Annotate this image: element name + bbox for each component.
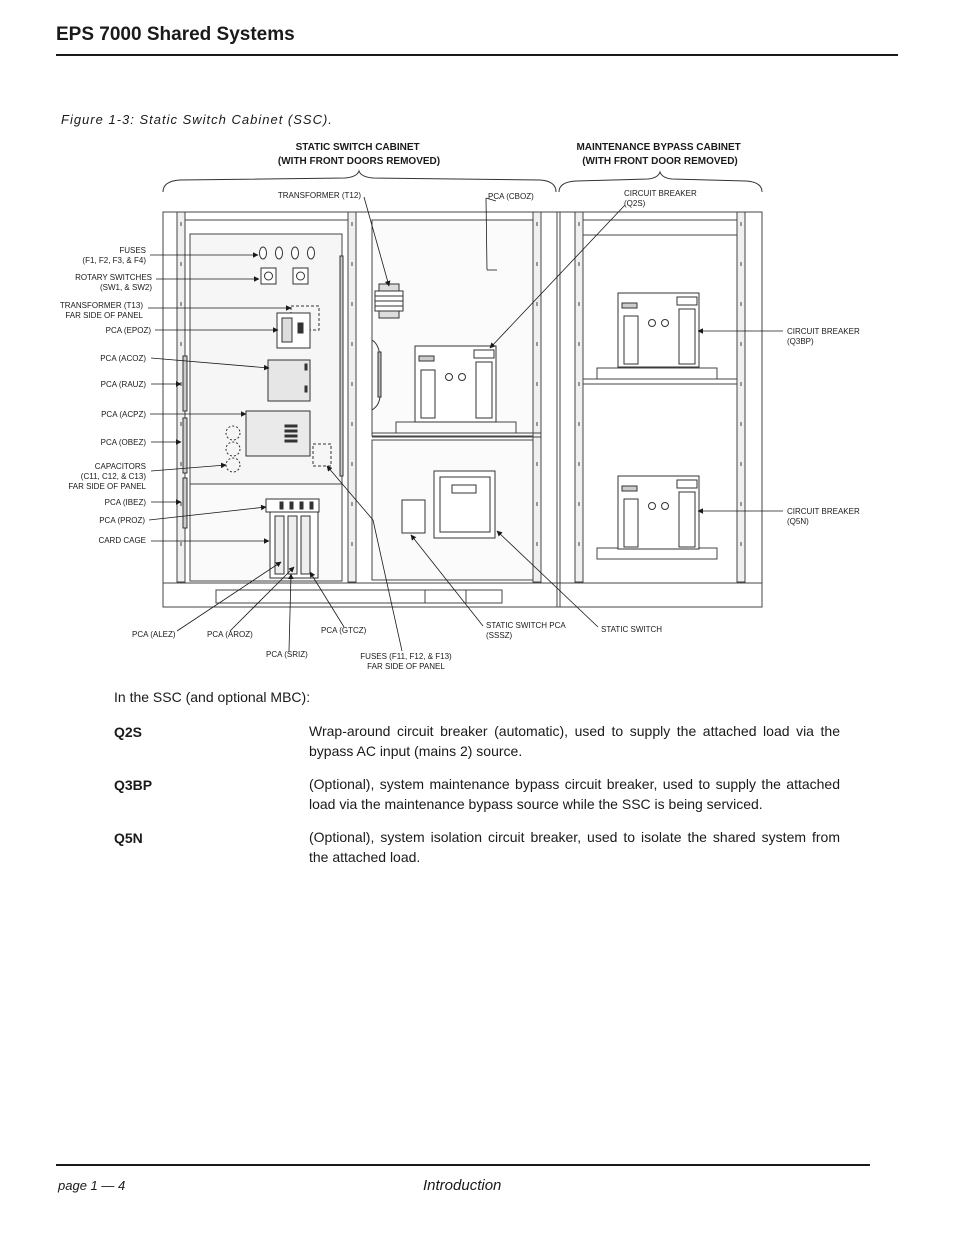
definition-q3bp: (Optional), system maintenance bypass circuit breaker, used to supply the attached load via the maintenance bypass source while the SSC is being serviced. xyxy=(309,776,840,812)
term-q5n: Q5N xyxy=(114,830,143,846)
section-name: Introduction xyxy=(423,1177,502,1194)
ssc-brace xyxy=(163,171,556,192)
label-pca-acoz: PCA (ACOZ) xyxy=(100,354,146,363)
label-pca-proz: PCA (PROZ) xyxy=(99,516,145,525)
label-pca-epoz: PCA (EPOZ) xyxy=(105,326,151,335)
label-pca-ibez: PCA (IBEZ) xyxy=(104,498,146,507)
label-pca-sriz: PCA (SRIZ) xyxy=(266,650,308,659)
definition-q2s: Wrap-around circuit breaker (automatic), used to supply the attached load via the bypass AC input (mains 2) source. xyxy=(309,723,840,759)
intro-text: In the SSC (and optional MBC): xyxy=(114,689,311,705)
label-circuit-breaker-q5n: CIRCUIT BREAKER (Q5N) xyxy=(787,507,860,526)
figure-caption: Figure 1-3: Static Switch Cabinet (SSC). xyxy=(61,112,333,127)
label-pca-acpz: PCA (ACPZ) xyxy=(101,410,146,419)
label-pca-alez: PCA (ALEZ) xyxy=(132,630,176,639)
label-transformer-t13: TRANSFORMER (T13) FAR SIDE OF PANEL xyxy=(59,301,143,320)
label-pca-gtcz: PCA (GTCZ) xyxy=(321,626,367,635)
label-pca-obez: PCA (OBEZ) xyxy=(100,438,146,447)
page-title: EPS 7000 Shared Systems xyxy=(56,24,295,45)
label-static-switch-pca: STATIC SWITCH PCA (SSSZ) xyxy=(486,621,566,640)
mbc-breakers xyxy=(618,293,699,549)
footer-rule xyxy=(56,1164,870,1166)
label-transformer-t12: TRANSFORMER (T12) xyxy=(277,191,361,200)
label-fuses: FUSES (F1, F2, F3, & F4) xyxy=(82,246,146,265)
ssc-heading: STATIC SWITCH CABINET (WITH FRONT DOORS REMOVED) xyxy=(277,142,441,167)
definition-q5n: (Optional), system isolation circuit breaker, used to isolate the shared system from the attached load. xyxy=(309,829,840,865)
label-circuit-breaker-q3bp: CIRCUIT BREAKER (Q3BP) xyxy=(787,327,860,346)
label-static-switch: STATIC SWITCH xyxy=(601,625,663,634)
label-fuses-f11: FUSES (F11, F12, & F13) FAR SIDE OF PANEL xyxy=(360,652,452,671)
label-pca-rauz: PCA (RAUZ) xyxy=(100,380,146,389)
page-number: page 1 — 4 xyxy=(58,1178,126,1193)
label-circuit-breaker-q2s: CIRCUIT BREAKER (Q2S) xyxy=(624,189,697,208)
term-q2s: Q2S xyxy=(114,724,143,740)
mbc-heading: MAINTENANCE BYPASS CABINET (WITH FRONT DOOR REMOVED) xyxy=(576,142,741,167)
label-card-cage: CARD CAGE xyxy=(98,536,146,545)
term-q3bp: Q3BP xyxy=(114,777,153,793)
label-rotary-switches: ROTARY SWITCHES (SW1, & SW2) xyxy=(75,273,152,292)
label-pca-cboz: PCA (CBOZ) xyxy=(488,192,534,201)
label-capacitors: CAPACITORS (C11, C12, & C13) FAR SIDE OF PANEL xyxy=(68,462,146,491)
label-pca-aroz: PCA (AROZ) xyxy=(207,630,253,639)
